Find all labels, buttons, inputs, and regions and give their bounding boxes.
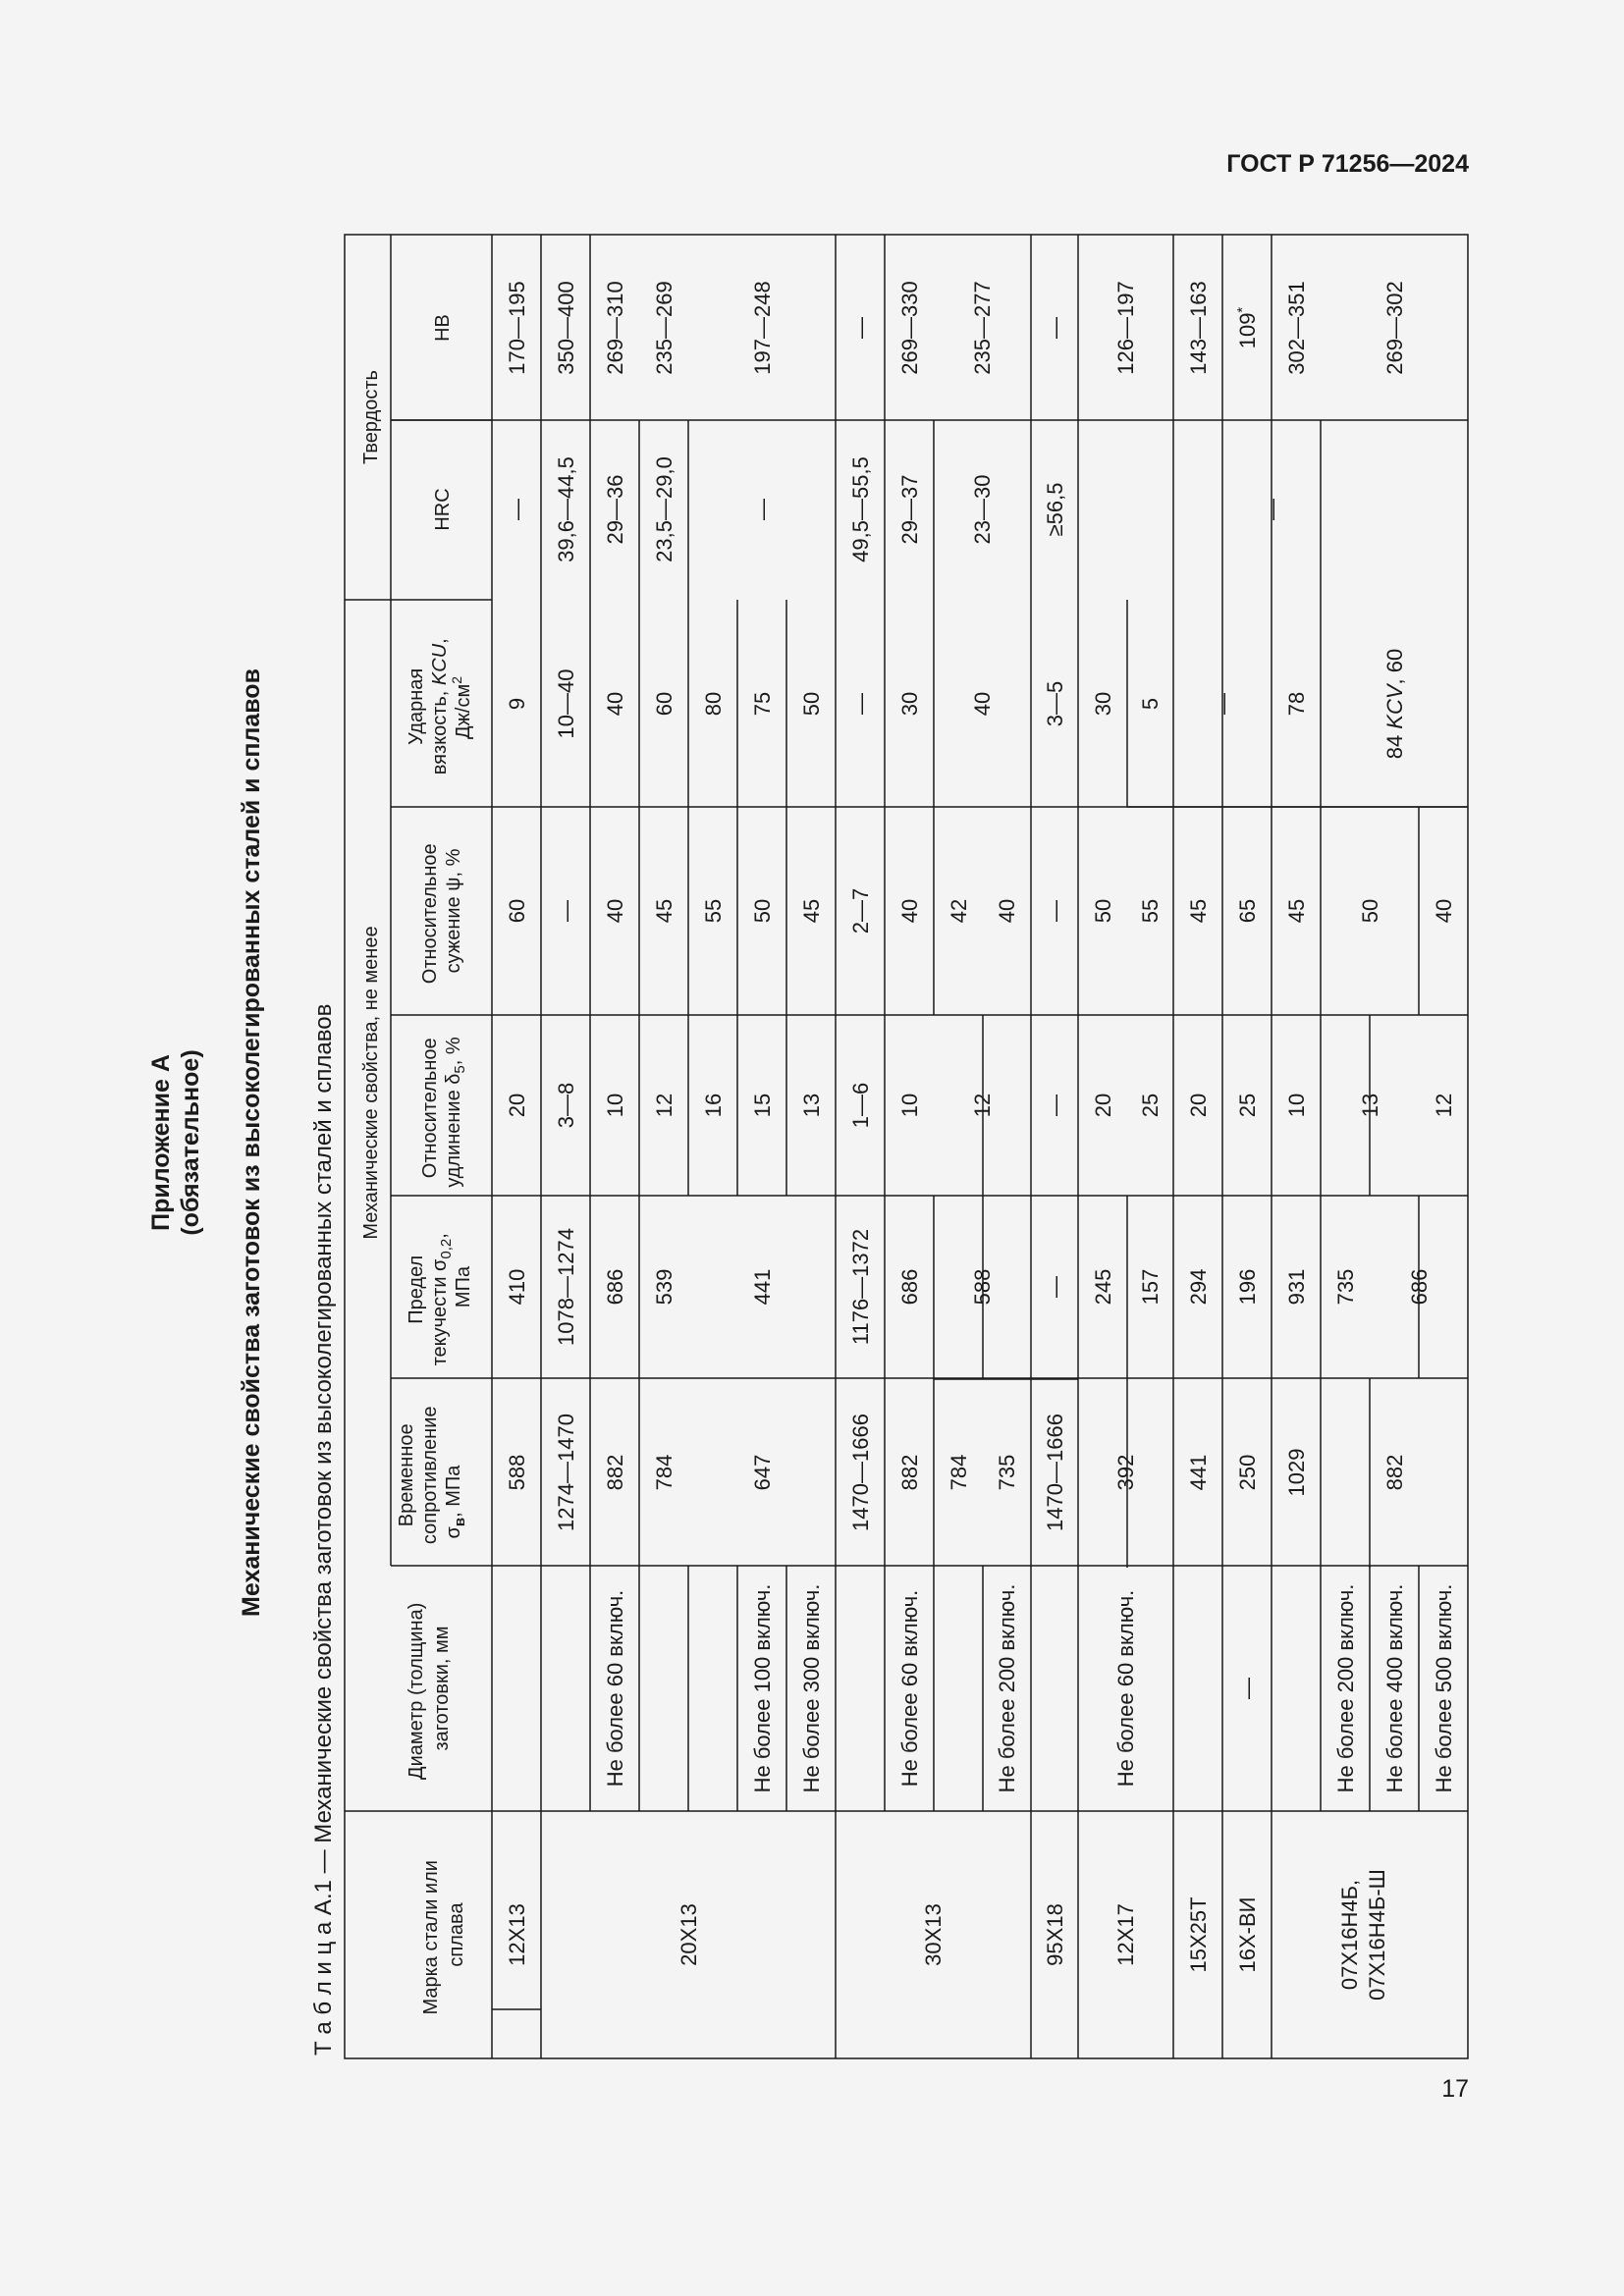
- yield-cell: 196: [1235, 1268, 1260, 1306]
- yield-cell: 539: [652, 1268, 677, 1306]
- header-hb: НВ: [432, 314, 454, 342]
- yield-cell: —: [1043, 1276, 1067, 1298]
- table-body: [505, 281, 1456, 2001]
- impact-cell: 9: [505, 697, 529, 711]
- elongation-cell: 12: [970, 1093, 995, 1118]
- impact-cell: —: [848, 693, 873, 715]
- reduction-cell: 45: [799, 898, 824, 924]
- strength-cell: 784: [947, 1454, 971, 1491]
- elongation-cell: —: [1043, 1095, 1067, 1116]
- appendix-heading: Механические свойства заготовок из высоколегированных сталей и сплавов: [238, 668, 265, 1617]
- impact-cell: 30: [897, 691, 922, 717]
- strength-cell: 392: [1113, 1454, 1138, 1491]
- page-number: 17: [1441, 2075, 1469, 2103]
- hrc-cell: —: [505, 499, 529, 520]
- strength-cell: 441: [1186, 1454, 1211, 1491]
- diameter-cell: Не более 100 включ.: [750, 1583, 775, 1793]
- hrc-cell: ≥56,5: [1043, 482, 1067, 537]
- reduction-cell: 55: [701, 898, 726, 924]
- hb-cell: 269—302: [1382, 281, 1407, 375]
- impact-cell-kcv: 84 KCV, 60: [1382, 648, 1407, 760]
- diameter-cell: —: [1235, 1678, 1260, 1699]
- elongation-cell: 20: [1091, 1093, 1115, 1118]
- header-elongation: Относительное удлинение $\delta_5$, %: [419, 1037, 468, 1188]
- header-grade-l2: сплава: [446, 1902, 467, 1967]
- yield-cell: 294: [1186, 1268, 1211, 1306]
- diameter-cell: Не более 400 включ.: [1382, 1583, 1407, 1793]
- elongation-cell: 13: [799, 1093, 824, 1118]
- reduction-cell: 50: [750, 898, 775, 924]
- header-reduction: Относительное сужение ψ, %: [419, 843, 464, 985]
- header-strength: Временное сопротивление $\sigma_в$, МПа: [396, 1406, 468, 1545]
- hb-cell: 235—277: [970, 281, 995, 375]
- strength-cell: 735: [995, 1454, 1019, 1491]
- strength-cell: 647: [750, 1454, 775, 1491]
- elongation-cell: 15: [750, 1093, 775, 1118]
- yield-cell: 157: [1138, 1268, 1163, 1306]
- yield-cell: 686: [603, 1268, 627, 1306]
- table-header: [360, 314, 474, 2014]
- reduction-cell: 45: [652, 898, 677, 924]
- hb-cell: 302—351: [1284, 281, 1309, 375]
- diameter-cell: Не более 500 включ.: [1432, 1583, 1456, 1793]
- strength-cell: 1029: [1284, 1448, 1309, 1497]
- reduction-cell: 40: [897, 898, 922, 924]
- elongation-cell: 20: [505, 1093, 529, 1118]
- reduction-cell: 2—7: [848, 887, 873, 934]
- header-grade-l1: Марка стали или: [420, 1860, 442, 2015]
- yield-cell: 686: [1407, 1268, 1432, 1306]
- hb-cell-footnoted: 109*: [1234, 306, 1260, 349]
- appendix-status: (обязательное): [177, 1049, 204, 1236]
- impact-cell: 5: [1138, 697, 1163, 711]
- reduction-cell: 40: [995, 898, 1019, 924]
- yield-cell: 245: [1091, 1268, 1115, 1306]
- header-hrc: HRC: [432, 488, 454, 531]
- hrc-cell: —: [750, 499, 775, 520]
- hrc-cell: 29—37: [897, 474, 922, 545]
- grade-12x13: 12Х13: [505, 1903, 529, 1966]
- elongation-cell: 12: [652, 1093, 677, 1118]
- reduction-cell: 40: [1432, 898, 1456, 924]
- yield-cell: 588: [970, 1268, 995, 1306]
- header-mechanical-group: Механические свойства, не менее: [360, 926, 382, 1240]
- strength-cell: 882: [897, 1454, 922, 1491]
- reduction-cell: 60: [505, 898, 529, 924]
- impact-cell: 75: [750, 691, 775, 717]
- strength-cell: 588: [505, 1454, 529, 1491]
- yield-cell: 410: [505, 1268, 529, 1306]
- impact-cell: 50: [799, 691, 824, 717]
- elongation-cell: 13: [1358, 1093, 1382, 1118]
- yield-cell: 686: [897, 1268, 922, 1306]
- rotated-content: [147, 235, 1468, 2058]
- header-impact: Ударная вязкость, KCU, $Дж/см^2$: [406, 638, 474, 775]
- impact-cell: 3—5: [1043, 680, 1067, 727]
- hb-cell: 269—310: [603, 281, 627, 375]
- grade-95x18: 95Х18: [1043, 1903, 1067, 1966]
- header-hardness-group: Твердость: [360, 370, 382, 464]
- strength-cell: 1470—1666: [848, 1414, 873, 1531]
- header-diameter: [406, 1597, 453, 1780]
- hb-cell: 126—197: [1113, 281, 1138, 375]
- reduction-cell: 45: [1284, 898, 1309, 924]
- standard-designation: ГОСТ Р 71256—2024: [1226, 150, 1469, 178]
- grade-15x25t: 15Х25Т: [1186, 1896, 1211, 1973]
- grade-07x16n4b: 07Х16Н4Б,: [1337, 1879, 1362, 1991]
- table-caption: [310, 1004, 337, 2056]
- hrc-cell: 23,5—29,0: [652, 456, 677, 562]
- grade-07x16n4b-sh: 07Х16Н4Б-Ш: [1365, 1869, 1389, 2001]
- impact-cell: 80: [701, 691, 726, 717]
- table-caption-text: Механические свойства заготовок из высоколегированных сталей и сплавов: [310, 1003, 337, 1843]
- diameter-cell: Не более 200 включ.: [995, 1583, 1019, 1793]
- strength-cell: 250: [1235, 1454, 1260, 1491]
- hrc-cell: 49,5—55,5: [848, 456, 873, 562]
- header-diameter-l2: заготовки, мм: [431, 1626, 453, 1751]
- elongation-cell: 10: [897, 1093, 922, 1118]
- elongation-cell: 10: [1284, 1093, 1309, 1118]
- grade-20x13: 20Х13: [677, 1903, 701, 1966]
- impact-cell: 40: [603, 691, 627, 717]
- hb-cell: —: [848, 317, 873, 339]
- hrc-cell: —: [1260, 499, 1284, 520]
- yield-cell: 931: [1284, 1268, 1309, 1306]
- impact-cell: 60: [652, 691, 677, 717]
- hrc-cell: 29—36: [603, 474, 627, 545]
- table-caption-dash: —: [310, 1842, 337, 1881]
- hb-cell: 235—269: [652, 281, 677, 375]
- impact-cell: 40: [970, 691, 995, 717]
- yield-cell: 441: [750, 1268, 775, 1306]
- header-grade: [420, 1854, 467, 2014]
- yield-cell: 1078—1274: [554, 1228, 578, 1346]
- grade-30x13: 30Х13: [921, 1903, 946, 1966]
- elongation-cell: 3—8: [554, 1082, 578, 1129]
- reduction-cell: 45: [1186, 898, 1211, 924]
- reduction-cell: 50: [1358, 898, 1382, 924]
- strength-cell: 784: [652, 1454, 677, 1491]
- impact-cell: 78: [1284, 691, 1309, 717]
- strength-cell: 1470—1666: [1043, 1414, 1067, 1531]
- table-caption-prefix: Т а б л и ц а А.1: [310, 1880, 337, 2056]
- impact-cell: 10—40: [554, 668, 578, 739]
- elongation-cell: 20: [1186, 1093, 1211, 1118]
- elongation-cell: 12: [1432, 1093, 1456, 1118]
- impact-cell: 30: [1091, 691, 1115, 717]
- elongation-cell: 16: [701, 1093, 726, 1118]
- header-yield: Предел текучести $\sigma_{0,2}$, МПа: [406, 1233, 474, 1366]
- hrc-cell: 23—30: [970, 474, 995, 545]
- yield-cell: 735: [1333, 1268, 1358, 1306]
- elongation-cell: 1—6: [848, 1082, 873, 1129]
- elongation-cell: 10: [603, 1093, 627, 1118]
- reduction-cell: 50: [1091, 898, 1115, 924]
- grade-12x17: 12Х17: [1113, 1903, 1138, 1966]
- diameter-cell: Не более 60 включ.: [897, 1589, 922, 1788]
- hb-cell: 143—163: [1186, 281, 1211, 375]
- diameter-cell: Не более 300 включ.: [799, 1583, 824, 1793]
- hb-cell: 170—195: [505, 281, 529, 375]
- reduction-cell: 40: [603, 898, 627, 924]
- elongation-cell: 25: [1235, 1093, 1260, 1118]
- reduction-cell: 55: [1138, 898, 1163, 924]
- strength-cell: 882: [1382, 1454, 1407, 1491]
- hrc-cell: 39,6—44,5: [554, 456, 578, 562]
- hb-cell: 197—248: [750, 281, 775, 375]
- grade-16x-vi: 16Х-ВИ: [1235, 1896, 1260, 1973]
- yield-cell: 1176—1372: [848, 1228, 873, 1346]
- reduction-cell: —: [554, 900, 578, 922]
- reduction-cell: 65: [1235, 898, 1260, 924]
- appendix-title: Приложение А: [147, 1054, 175, 1231]
- strength-cell: 1274—1470: [554, 1414, 578, 1531]
- hb-cell: 269—330: [897, 281, 922, 375]
- diameter-cell: Не более 60 включ.: [603, 1589, 627, 1788]
- hb-cell: —: [1043, 317, 1067, 339]
- elongation-cell: 25: [1138, 1093, 1163, 1118]
- diameter-cell: Не более 60 включ.: [1113, 1589, 1138, 1788]
- reduction-cell: 42: [947, 898, 971, 924]
- header-diameter-l1: Диаметр (толщина): [406, 1602, 427, 1780]
- strength-cell: 882: [603, 1454, 627, 1491]
- reduction-cell: —: [1043, 900, 1067, 922]
- hb-cell: 350—400: [554, 281, 578, 375]
- impact-cell: —: [1211, 693, 1235, 715]
- diameter-cell: Не более 200 включ.: [1333, 1583, 1358, 1793]
